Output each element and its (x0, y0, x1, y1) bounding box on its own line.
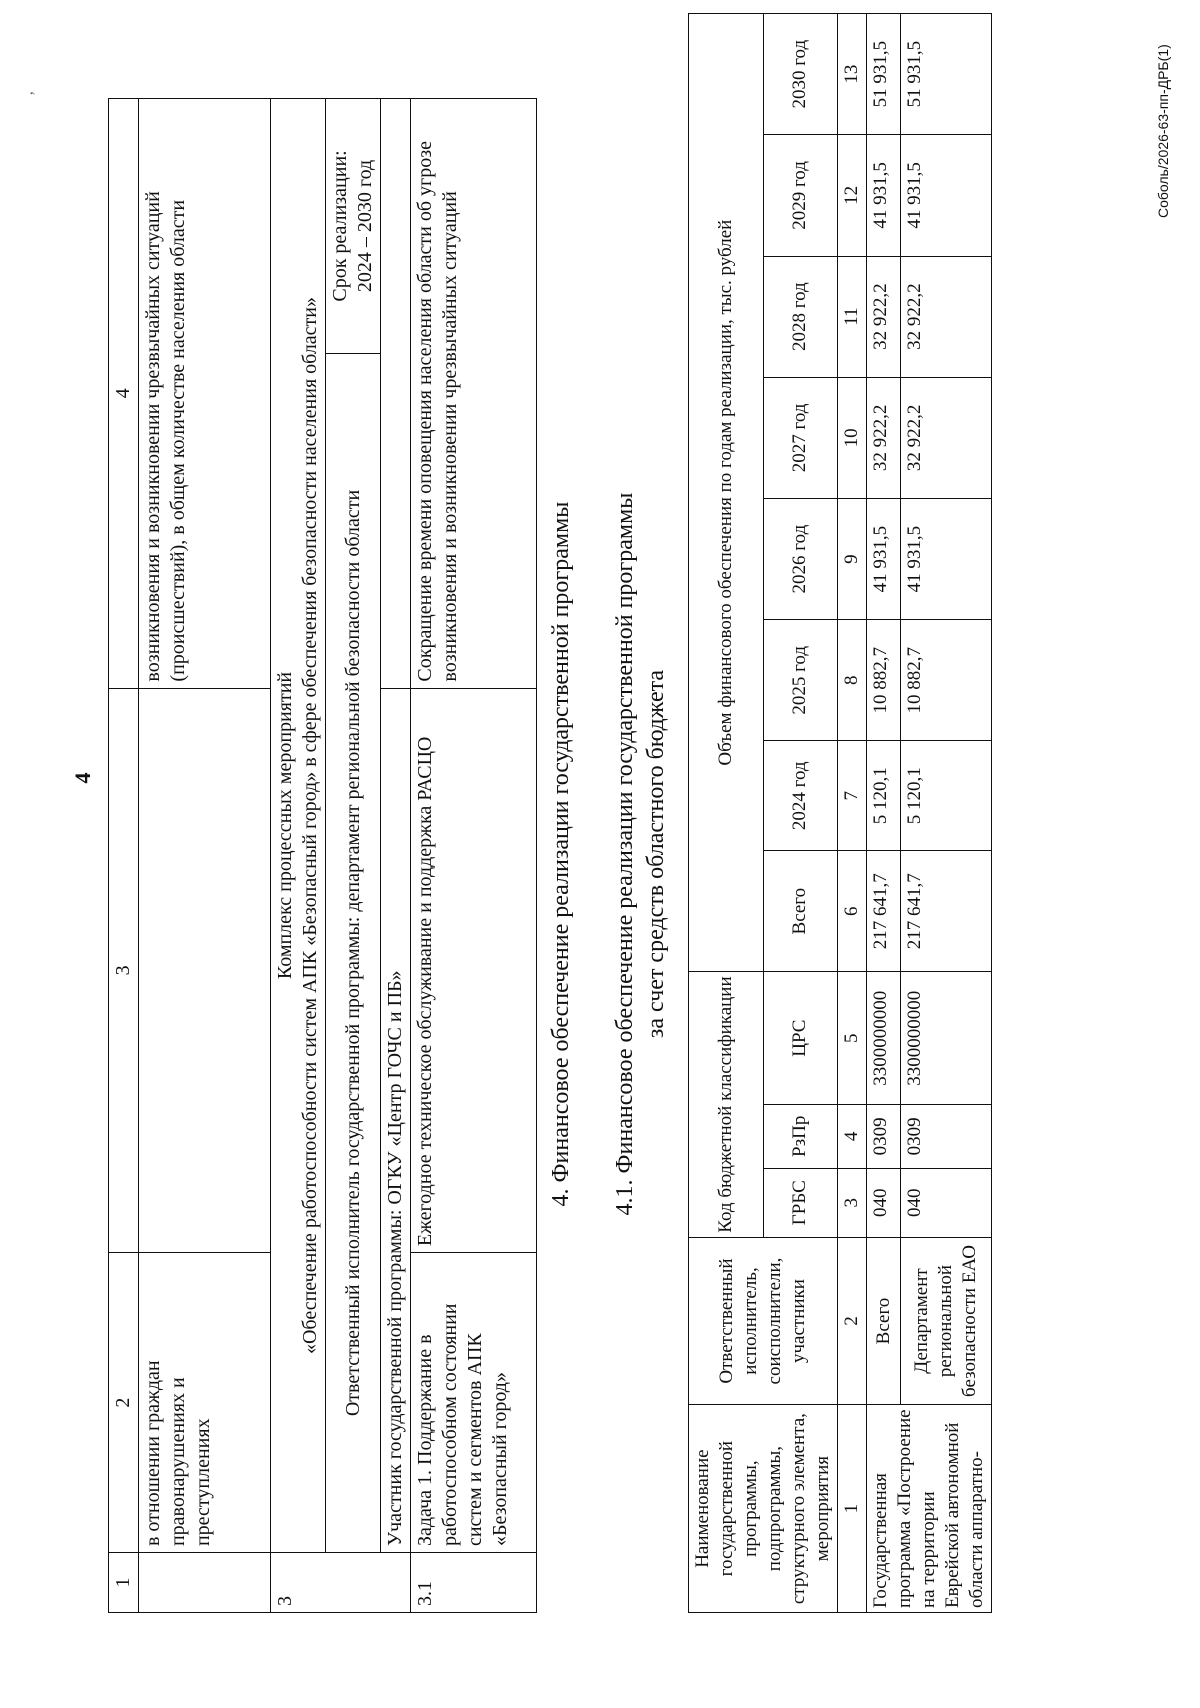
column-number: 8 (838, 620, 867, 741)
table-cell: возникновения и возникновении чрезвычайных ситуаций (происшествий), в общем количестве населения области (139, 99, 271, 689)
implementation-term: Срок реализации: 2024 – 2030 год (326, 99, 381, 354)
task-result: Сокращение времени оповещения населения области об угрозе возникновения и возникновении чрезвычайных ситуаций (411, 99, 537, 689)
column-number: 4 (838, 1105, 867, 1168)
section-number: 3 (271, 1553, 411, 1613)
header-year: 2026 год (763, 498, 838, 619)
row-value: 5 120,1 (901, 741, 992, 851)
row-responsible: Департамент региональной безопасности ЕАО (901, 1237, 992, 1404)
subsection-heading: 4.1. Финансовое обеспечение реализации государственной программы (612, 492, 638, 1216)
page-number: 4 (70, 772, 95, 784)
column-number: 10 (838, 377, 867, 498)
row-value: 41 931,5 (901, 135, 992, 256)
column-number: 7 (838, 741, 867, 851)
header-year: 2027 год (763, 377, 838, 498)
row-value: 32 922,2 (867, 256, 901, 377)
row-grbs: 040 (867, 1168, 901, 1237)
header-total: Всего (763, 851, 838, 972)
responsible-executor: Ответственный исполнитель государственной программы: департамент региональной безопасности области (326, 353, 381, 1552)
header-cell: 4 (109, 99, 139, 689)
header-year: 2030 год (763, 14, 838, 135)
header-cell: 2 (109, 1253, 139, 1553)
header-year: 2028 год (763, 256, 838, 377)
participant: Участник государственной программы: ОГКУ «Центр ГОЧС и ПБ» (381, 688, 411, 1552)
finance-table (688, 13, 992, 1613)
row-value: 217 641,7 (901, 851, 992, 972)
row-rzpr: 0309 (867, 1105, 901, 1168)
header-year: 2029 год (763, 135, 838, 256)
column-number: 2 (838, 1237, 867, 1404)
row-value: 10 882,7 (867, 620, 901, 741)
row-value: 32 922,2 (901, 256, 992, 377)
row-value: 217 641,7 (867, 851, 901, 972)
column-number: 13 (838, 14, 867, 135)
header-grbs: ГРБС (763, 1168, 838, 1237)
subsection-heading-line2: за счет средств областного бюджета (643, 669, 669, 1039)
header-cell: 3 (109, 688, 139, 1253)
row-value: 41 931,5 (867, 135, 901, 256)
document-footer: Соболь/2026-63-пп-ДРБ(1) (1155, 44, 1171, 218)
column-number: 11 (838, 256, 867, 377)
scan-mark: ʼ (28, 90, 45, 96)
section-participant-row (381, 99, 411, 1613)
task-row (411, 99, 537, 1613)
row-value: 5 120,1 (867, 741, 901, 851)
row-rzpr: 0309 (901, 1105, 992, 1168)
table-row (901, 14, 992, 1613)
column-number: 12 (838, 135, 867, 256)
header-year: 2025 год (763, 620, 838, 741)
row-crs: 3300000000 (867, 972, 901, 1105)
row-value: 51 931,5 (867, 14, 901, 135)
row-value: 41 931,5 (901, 498, 992, 619)
header-crs: ЦРС (763, 972, 838, 1105)
finance-header-row (689, 14, 764, 1613)
column-number: 5 (838, 972, 867, 1105)
row-value: 32 922,2 (901, 377, 992, 498)
task-text: Задача 1. Поддержание в работоспособном состоянии систем и сегментов АПК «Безопасный город» (411, 1253, 537, 1553)
task-number: 3.1 (411, 1553, 537, 1613)
header-volume: Объем финансового обеспечения по годам реализации, тыс. рублей (689, 14, 764, 972)
row-crs: 3300000000 (901, 972, 992, 1105)
column-numbers-row (838, 14, 867, 1613)
header-name: Наименование государственной программы, подпрограммы, структурного элемента, мероприятия (689, 1405, 838, 1613)
row-grbs: 040 (901, 1168, 992, 1237)
table-row (867, 14, 901, 1613)
activities-table (108, 98, 537, 1613)
row-value: 41 931,5 (867, 498, 901, 619)
row-responsible: Всего (867, 1237, 901, 1404)
row-value: 10 882,7 (901, 620, 992, 741)
table-header-row (109, 99, 139, 1613)
section-title: Комплекс процессных мероприятий «Обеспечение работоспособности систем АПК «Безопасный город» в сфере обеспечения безопасности населения области» (271, 99, 326, 1553)
section-title-row (271, 99, 326, 1613)
row-value: 32 922,2 (867, 377, 901, 498)
column-number: 3 (838, 1168, 867, 1237)
header-responsible: Ответственный исполнитель, соисполнители, участники (689, 1237, 838, 1404)
column-number: 6 (838, 851, 867, 972)
program-name: Государственная программа «Построение на территории Еврейской автономной области аппаратно- (867, 1405, 992, 1613)
column-number: 1 (838, 1405, 867, 1613)
header-year: 2024 год (763, 741, 838, 851)
table-row (139, 99, 271, 1613)
row-value: 51 931,5 (901, 14, 992, 135)
section-heading: 4. Финансовое обеспечение реализации государственной программы (548, 501, 574, 1207)
section-responsible-row (326, 99, 381, 1613)
header-cell: 1 (109, 1553, 139, 1613)
header-budget-code: Код бюджетной классификации (689, 972, 764, 1238)
task-activity: Ежегодное техническое обслуживание и поддержка РАСЦО (411, 688, 537, 1253)
column-number: 9 (838, 498, 867, 619)
header-rzpr: РзПр (763, 1105, 838, 1168)
table-cell: в отношении граждан правонарушениях и преступлениях (139, 1253, 271, 1553)
